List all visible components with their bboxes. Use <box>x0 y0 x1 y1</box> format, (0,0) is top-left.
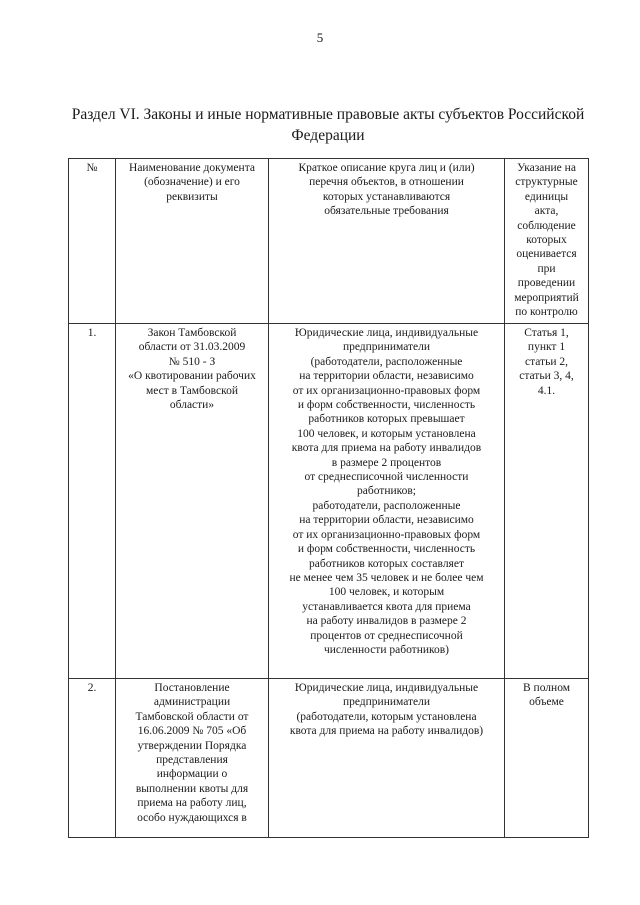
cell-text-line: обязательные требования <box>324 205 449 218</box>
cell-text-line: выполнении квоты для <box>135 782 249 795</box>
cell-text-line: квота для приема на работу инвалидов <box>291 442 482 455</box>
cell-text-line: в размере 2 процентов <box>331 456 442 469</box>
cell-text-line: «О квотировании рабочих <box>128 370 256 383</box>
cell-text-line: пункт 1 <box>527 341 566 354</box>
header-description <box>269 159 505 324</box>
table-header-row <box>69 159 589 324</box>
cell-text-line: оценивается <box>516 248 577 261</box>
document-name-cell <box>116 324 269 679</box>
cell-text-line: (работодатели, которым установлена <box>296 710 477 723</box>
cell-text-line: администрации <box>153 696 231 709</box>
description-cell <box>269 324 505 679</box>
cell-text-line: 100 человек, и которым установлена <box>297 427 476 440</box>
cell-text-line: Указание на <box>517 162 576 174</box>
cell-text-line: не менее чем 35 человек и не более чем <box>289 571 484 584</box>
cell-text-line: от среднесписочной численности <box>304 471 469 484</box>
header-document-name <box>116 159 269 324</box>
cell-text-line: информации о <box>156 768 228 781</box>
cell-text-line: от их организационно-правовых форм <box>292 528 481 541</box>
cell-text-line: Постановление <box>154 682 230 694</box>
cell-text-line: мероприятий <box>514 291 579 304</box>
cell-text-line: № <box>86 162 98 174</box>
cell-text-line: работников; <box>356 485 417 498</box>
cell-text-line: квота для приема на работу инвалидов) <box>289 725 484 738</box>
cell-text-line: реквизиты <box>166 190 218 203</box>
cell-text-line: работников которых составляет <box>309 557 464 570</box>
cell-text-line: В полном <box>523 682 570 694</box>
cell-text-line: Юридические лица, индивидуальные <box>294 682 479 694</box>
section-title <box>58 104 598 146</box>
cell-text-line: (обозначение) и его <box>144 176 240 189</box>
cell-text-line: 16.06.2009 № 705 «Об <box>137 725 247 738</box>
header-structural-units <box>505 159 589 324</box>
cell-text-line: работников которых превышает <box>308 413 465 426</box>
cell-text-line: которых <box>526 234 567 247</box>
table-row <box>69 679 589 838</box>
description-cell <box>269 679 505 838</box>
structural-units-cell <box>505 324 589 679</box>
cell-text-line: представления <box>156 754 228 767</box>
cell-text-line: 4.1. <box>537 384 556 397</box>
cell-text-line: на территории области, независимо <box>299 514 474 527</box>
row-number: 2. <box>69 679 116 838</box>
document-name-cell <box>116 679 269 838</box>
table-row <box>69 324 589 679</box>
cell-text-line: объеме <box>529 696 564 709</box>
cell-text-line: перечня объектов, в отношении <box>309 176 464 189</box>
cell-text-line: особо нуждающихся в <box>137 811 247 824</box>
cell-text-line: проведении <box>517 277 576 290</box>
cell-text-line: устанавливается квота для приема <box>302 600 471 613</box>
cell-text-line: мест в Тамбовской <box>145 384 239 397</box>
cell-text-line: и форм собственности, численность <box>297 543 476 556</box>
header-num <box>69 159 116 324</box>
cell-text-line: Тамбовской области от <box>135 710 249 723</box>
cell-text-line: Краткое описание круга лиц и (или) <box>298 162 475 174</box>
section-title-line: Раздел VI. Законы и иные нормативные правовые акты субъектов Российской <box>71 106 585 123</box>
row-number: 1. <box>69 324 116 679</box>
structural-units-cell <box>505 679 589 838</box>
cell-text-line: на работу инвалидов в размере 2 <box>306 615 467 628</box>
cell-text-line: Статья 1, <box>524 327 569 339</box>
cell-text-line: области от 31.03.2009 <box>138 341 246 354</box>
cell-text-line: по контролю <box>515 306 578 319</box>
cell-text-line: статьи 3, 4, <box>519 370 574 383</box>
regulations-table <box>68 158 589 838</box>
cell-text-line: Юридические лица, индивидуальные <box>294 327 479 339</box>
cell-text-line: предприниматели <box>342 341 431 354</box>
cell-text-line: предприниматели <box>342 696 431 709</box>
section-title-line: Федерации <box>291 127 365 144</box>
cell-text-line: численности работников) <box>323 643 450 656</box>
cell-text-line: области» <box>169 399 215 412</box>
cell-text-line: от их организационно-правовых форм <box>292 384 481 397</box>
cell-text-line: соблюдение <box>517 219 576 232</box>
cell-text-line: единицы <box>524 190 569 203</box>
cell-text-line: приема на работу лиц, <box>137 797 247 810</box>
cell-text-line: Наименование документа <box>129 162 255 174</box>
cell-text-line: которых устанавливаются <box>322 190 451 203</box>
cell-text-line: на территории области, независимо <box>299 370 474 383</box>
cell-text-line: акта, <box>534 205 559 218</box>
cell-text-line: статьи 2, <box>524 355 568 368</box>
cell-text-line: процентов от среднесписочной <box>310 629 463 642</box>
cell-text-line: 100 человек, и которым <box>328 586 445 599</box>
cell-text-line: утверждении Порядка <box>137 739 247 752</box>
cell-text-line: структурные <box>515 176 578 189</box>
cell-text-line: № 510 - З <box>168 355 216 368</box>
cell-text-line: работодатели, расположенные <box>312 499 461 512</box>
cell-text-line: при <box>537 262 556 275</box>
page-number: 5 <box>316 30 324 45</box>
cell-text-line: и форм собственности, численность <box>297 399 476 412</box>
cell-text-line: (работодатели, расположенные <box>310 355 463 368</box>
cell-text-line: Закон Тамбовской <box>147 327 237 339</box>
